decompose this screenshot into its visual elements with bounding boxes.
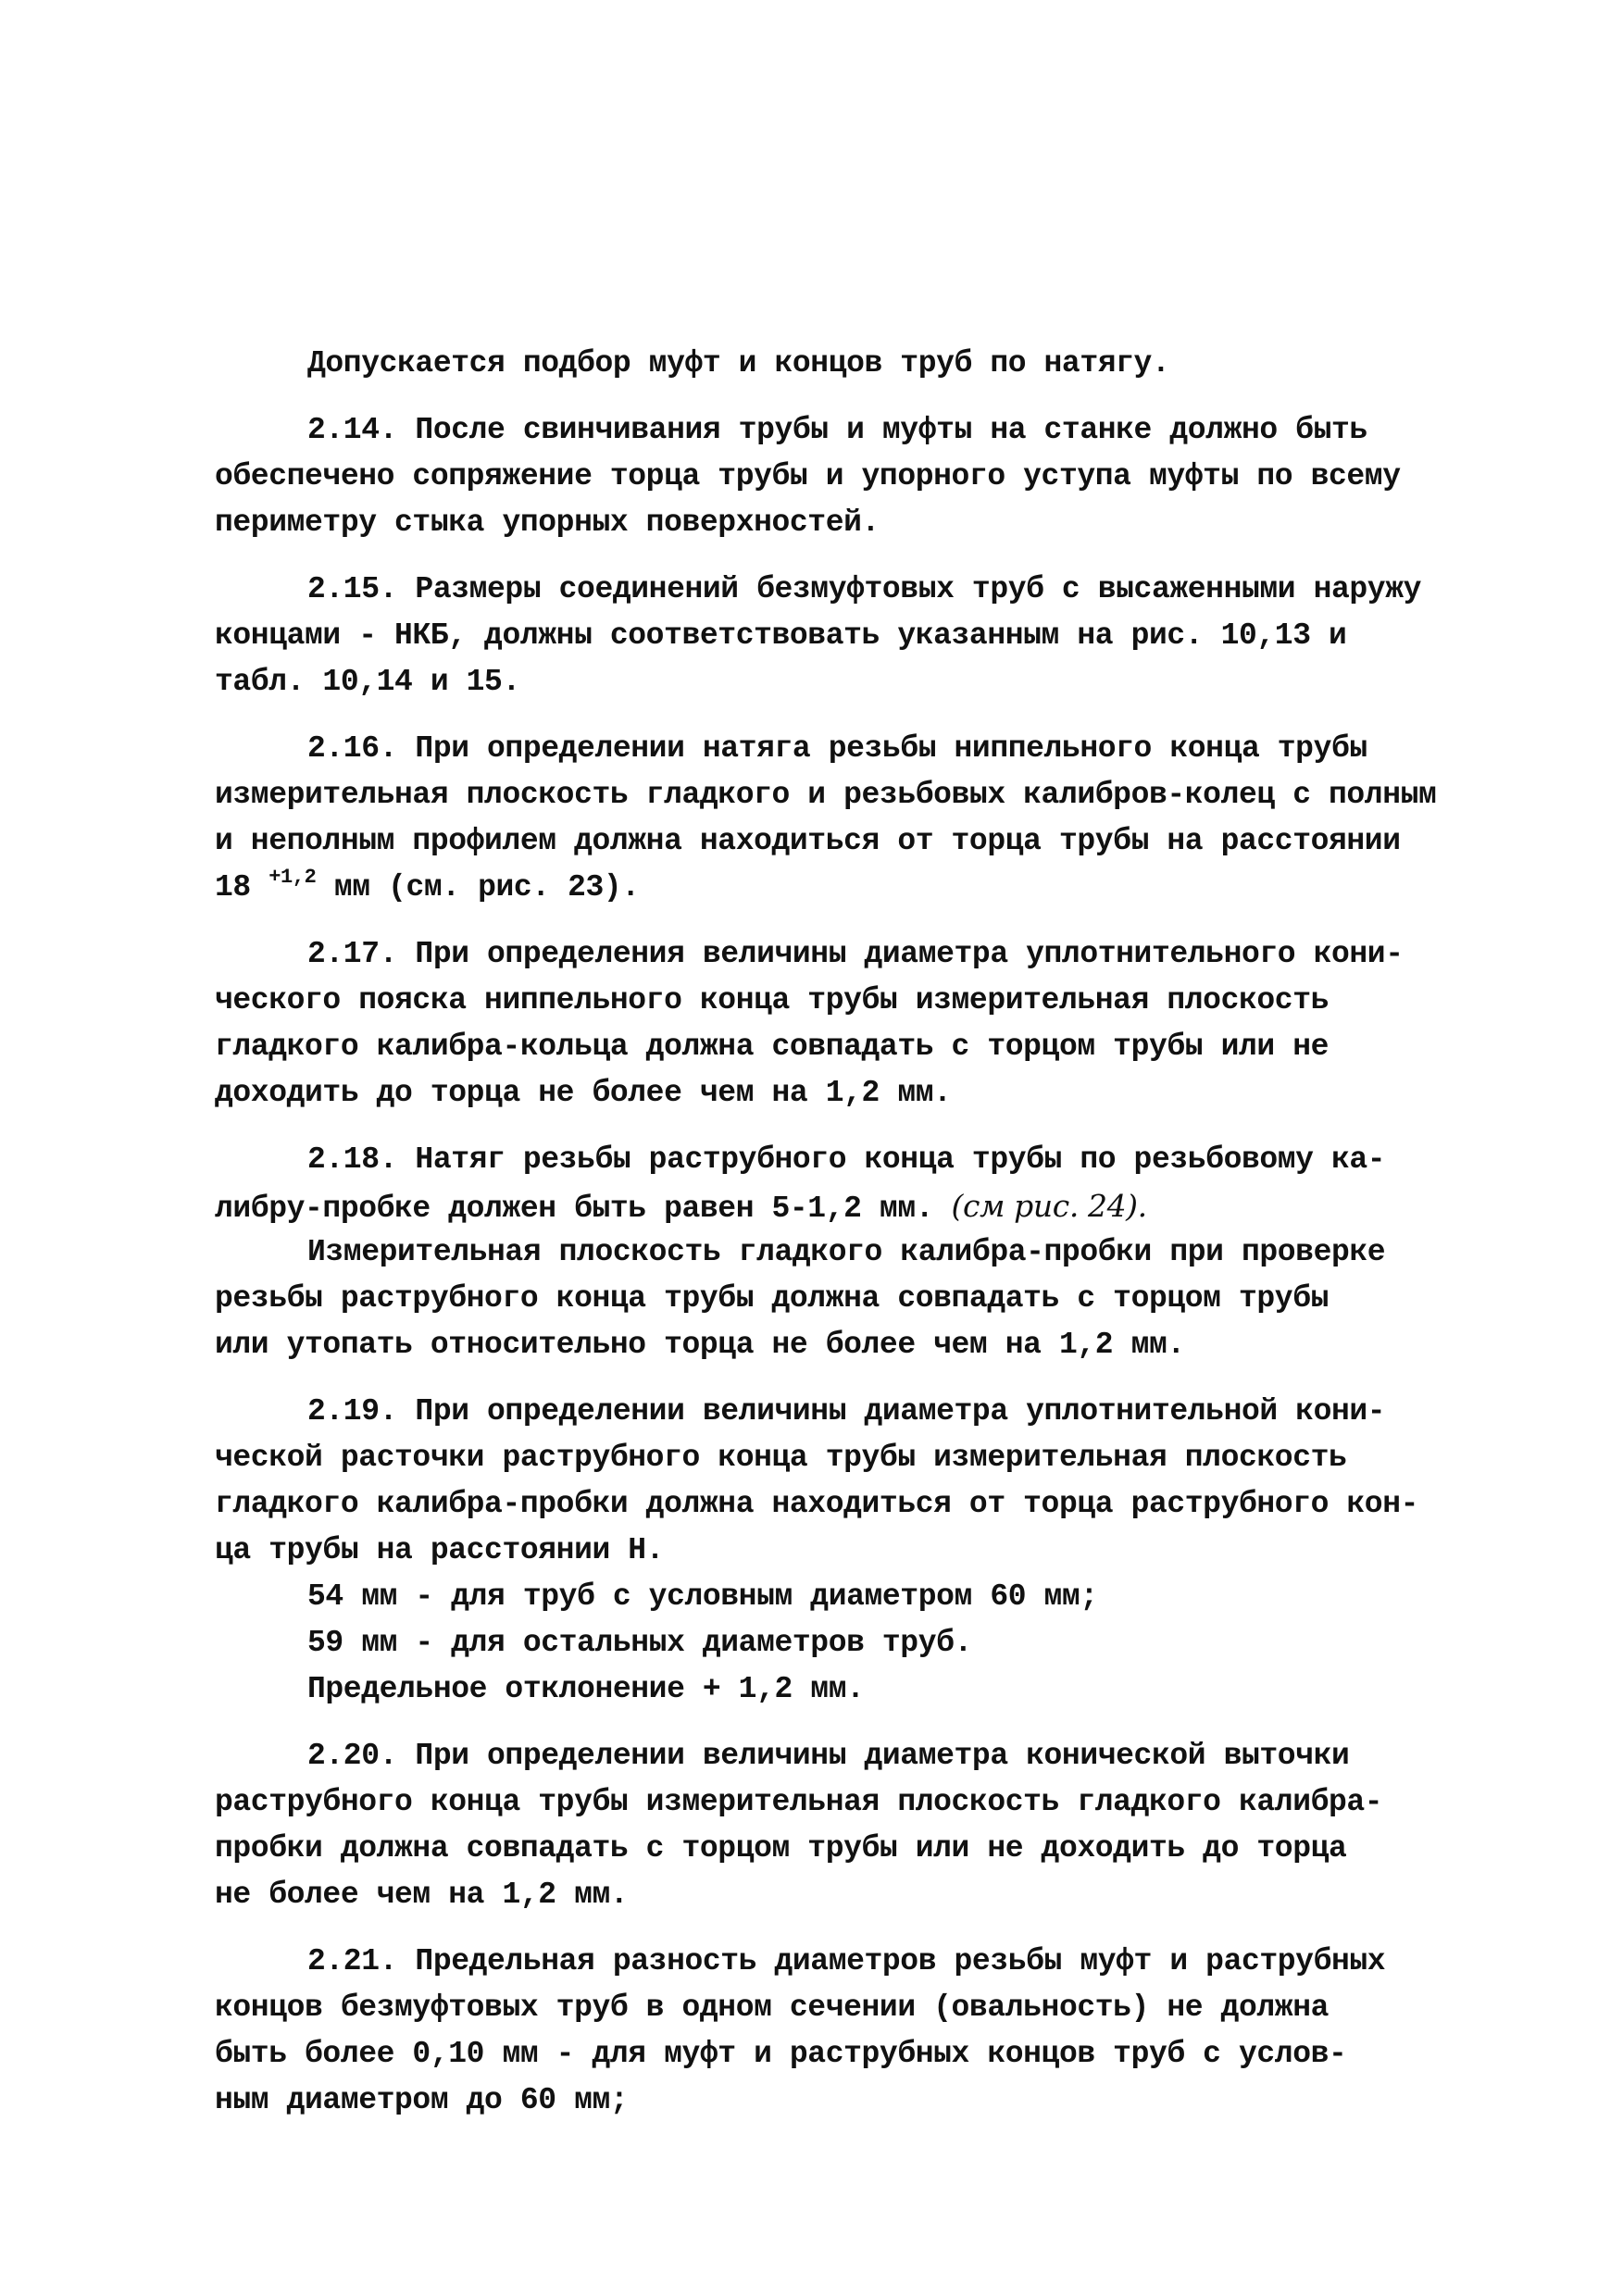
text-line: Измерительная плоскость гладкого калибра-пробки при проверке	[307, 1235, 1386, 1269]
list-item: Предельное отклонение + 1,2 мм.	[307, 1672, 865, 1706]
text-line: резьбы раструбного конца трубы должна совпадать с торцом трубы	[215, 1281, 1330, 1316]
text-line: 2.17. При определения величины диаметра уплотнительного кони-	[307, 937, 1404, 971]
text-line: концами - НКБ, должны соответствовать указанным на рис. 10,13 и	[215, 618, 1347, 653]
text-line: раструбного конца трубы измерительная плоскость гладкого калибра-	[215, 1785, 1383, 1819]
text-line: ческого пояска ниппельного конца трубы измерительная плоскость	[215, 983, 1330, 1017]
text-line: табл. 10,14 и 15.	[215, 665, 520, 699]
paragraph-2-15	[215, 567, 1437, 705]
text-line	[215, 1183, 1437, 1229]
text-fragment: мм (см. рис. 23).	[316, 870, 640, 905]
text-line: доходить до торца не более чем на 1,2 мм.	[215, 1076, 952, 1110]
text-line: периметру стыка упорных поверхностей.	[215, 505, 880, 540]
text-line: 2.15. Размеры соединений безмуфтовых труб с высаженными наружу	[307, 572, 1422, 606]
list-item: 54 мм - для труб с условным диаметром 60 мм;	[307, 1579, 1098, 1614]
text-line: или утопать относительно торца не более чем на 1,2 мм.	[215, 1328, 1185, 1362]
text-line: пробки должна совпадать с торцом трубы или не доходить до торца	[215, 1831, 1347, 1866]
text-line: не более чем на 1,2 мм.	[215, 1878, 629, 1912]
text-line: 2.21. Предельная разность диаметров резьбы муфт и раструбных	[307, 1944, 1386, 1978]
text-line: ца трубы на расстоянии Н.	[215, 1533, 665, 1567]
list-item: 59 мм - для остальных диаметров труб.	[307, 1626, 972, 1660]
text-line: 2.18. Натяг резьбы раструбного конца трубы по резьбовому ка-	[307, 1142, 1386, 1177]
paragraph-2-17	[215, 931, 1437, 1117]
text-line: 2.14. После свинчивания трубы и муфты на станке должно быть	[307, 413, 1367, 447]
text-line: ческой расточки раструбного конца трубы измерительная плоскость	[215, 1441, 1347, 1475]
text-line: 2.19. При определении величины диаметра уплотнительной кони-	[307, 1394, 1386, 1429]
text-line: и неполным профилем должна находиться от торца трубы на расстоянии	[215, 824, 1401, 858]
text-line: 2.16. При определении натяга резьбы ниппельного конца трубы	[307, 731, 1367, 766]
document-body	[215, 341, 1437, 2124]
tolerance-superscript: +1,2	[268, 866, 317, 889]
text-fragment: либру-пробке должен быть равен 5-1,2 мм.	[215, 1192, 952, 1226]
handwritten-note: (см рис. 24).	[951, 1188, 1147, 1224]
text-line: гладкого калибра-кольца должна совпадать с торцом трубы или не	[215, 1029, 1330, 1064]
distance-value: 18	[215, 870, 269, 905]
text-line	[215, 865, 1437, 911]
paragraph-2-21	[215, 1939, 1437, 2124]
text-line: быть более 0,10 мм - для муфт и раструбных концов труб с услов-	[215, 2037, 1347, 2071]
text-line: 2.20. При определении величины диаметра конической выточки	[307, 1739, 1350, 1773]
intro-line: Допускается подбор муфт и концов труб по натягу.	[307, 346, 1170, 381]
text-line: концов безмуфтовых труб в одном сечении (овальность) не должна	[215, 1990, 1330, 2025]
text-line: измерительная плоскость гладкого и резьбовых калибров-колец с полным	[215, 778, 1437, 812]
text-line: ным диаметром до 60 мм;	[215, 2083, 629, 2117]
text-line: гладкого калибра-пробки должна находиться от торца раструбного кон-	[215, 1487, 1419, 1521]
paragraph-2-19	[215, 1389, 1437, 1713]
paragraph-2-20	[215, 1733, 1437, 1918]
paragraph-2-18	[215, 1137, 1437, 1368]
paragraph-2-14	[215, 407, 1437, 546]
text-line: обеспечено сопряжение торца трубы и упорного уступа муфты по всему	[215, 459, 1401, 493]
paragraph-2-16	[215, 726, 1437, 911]
